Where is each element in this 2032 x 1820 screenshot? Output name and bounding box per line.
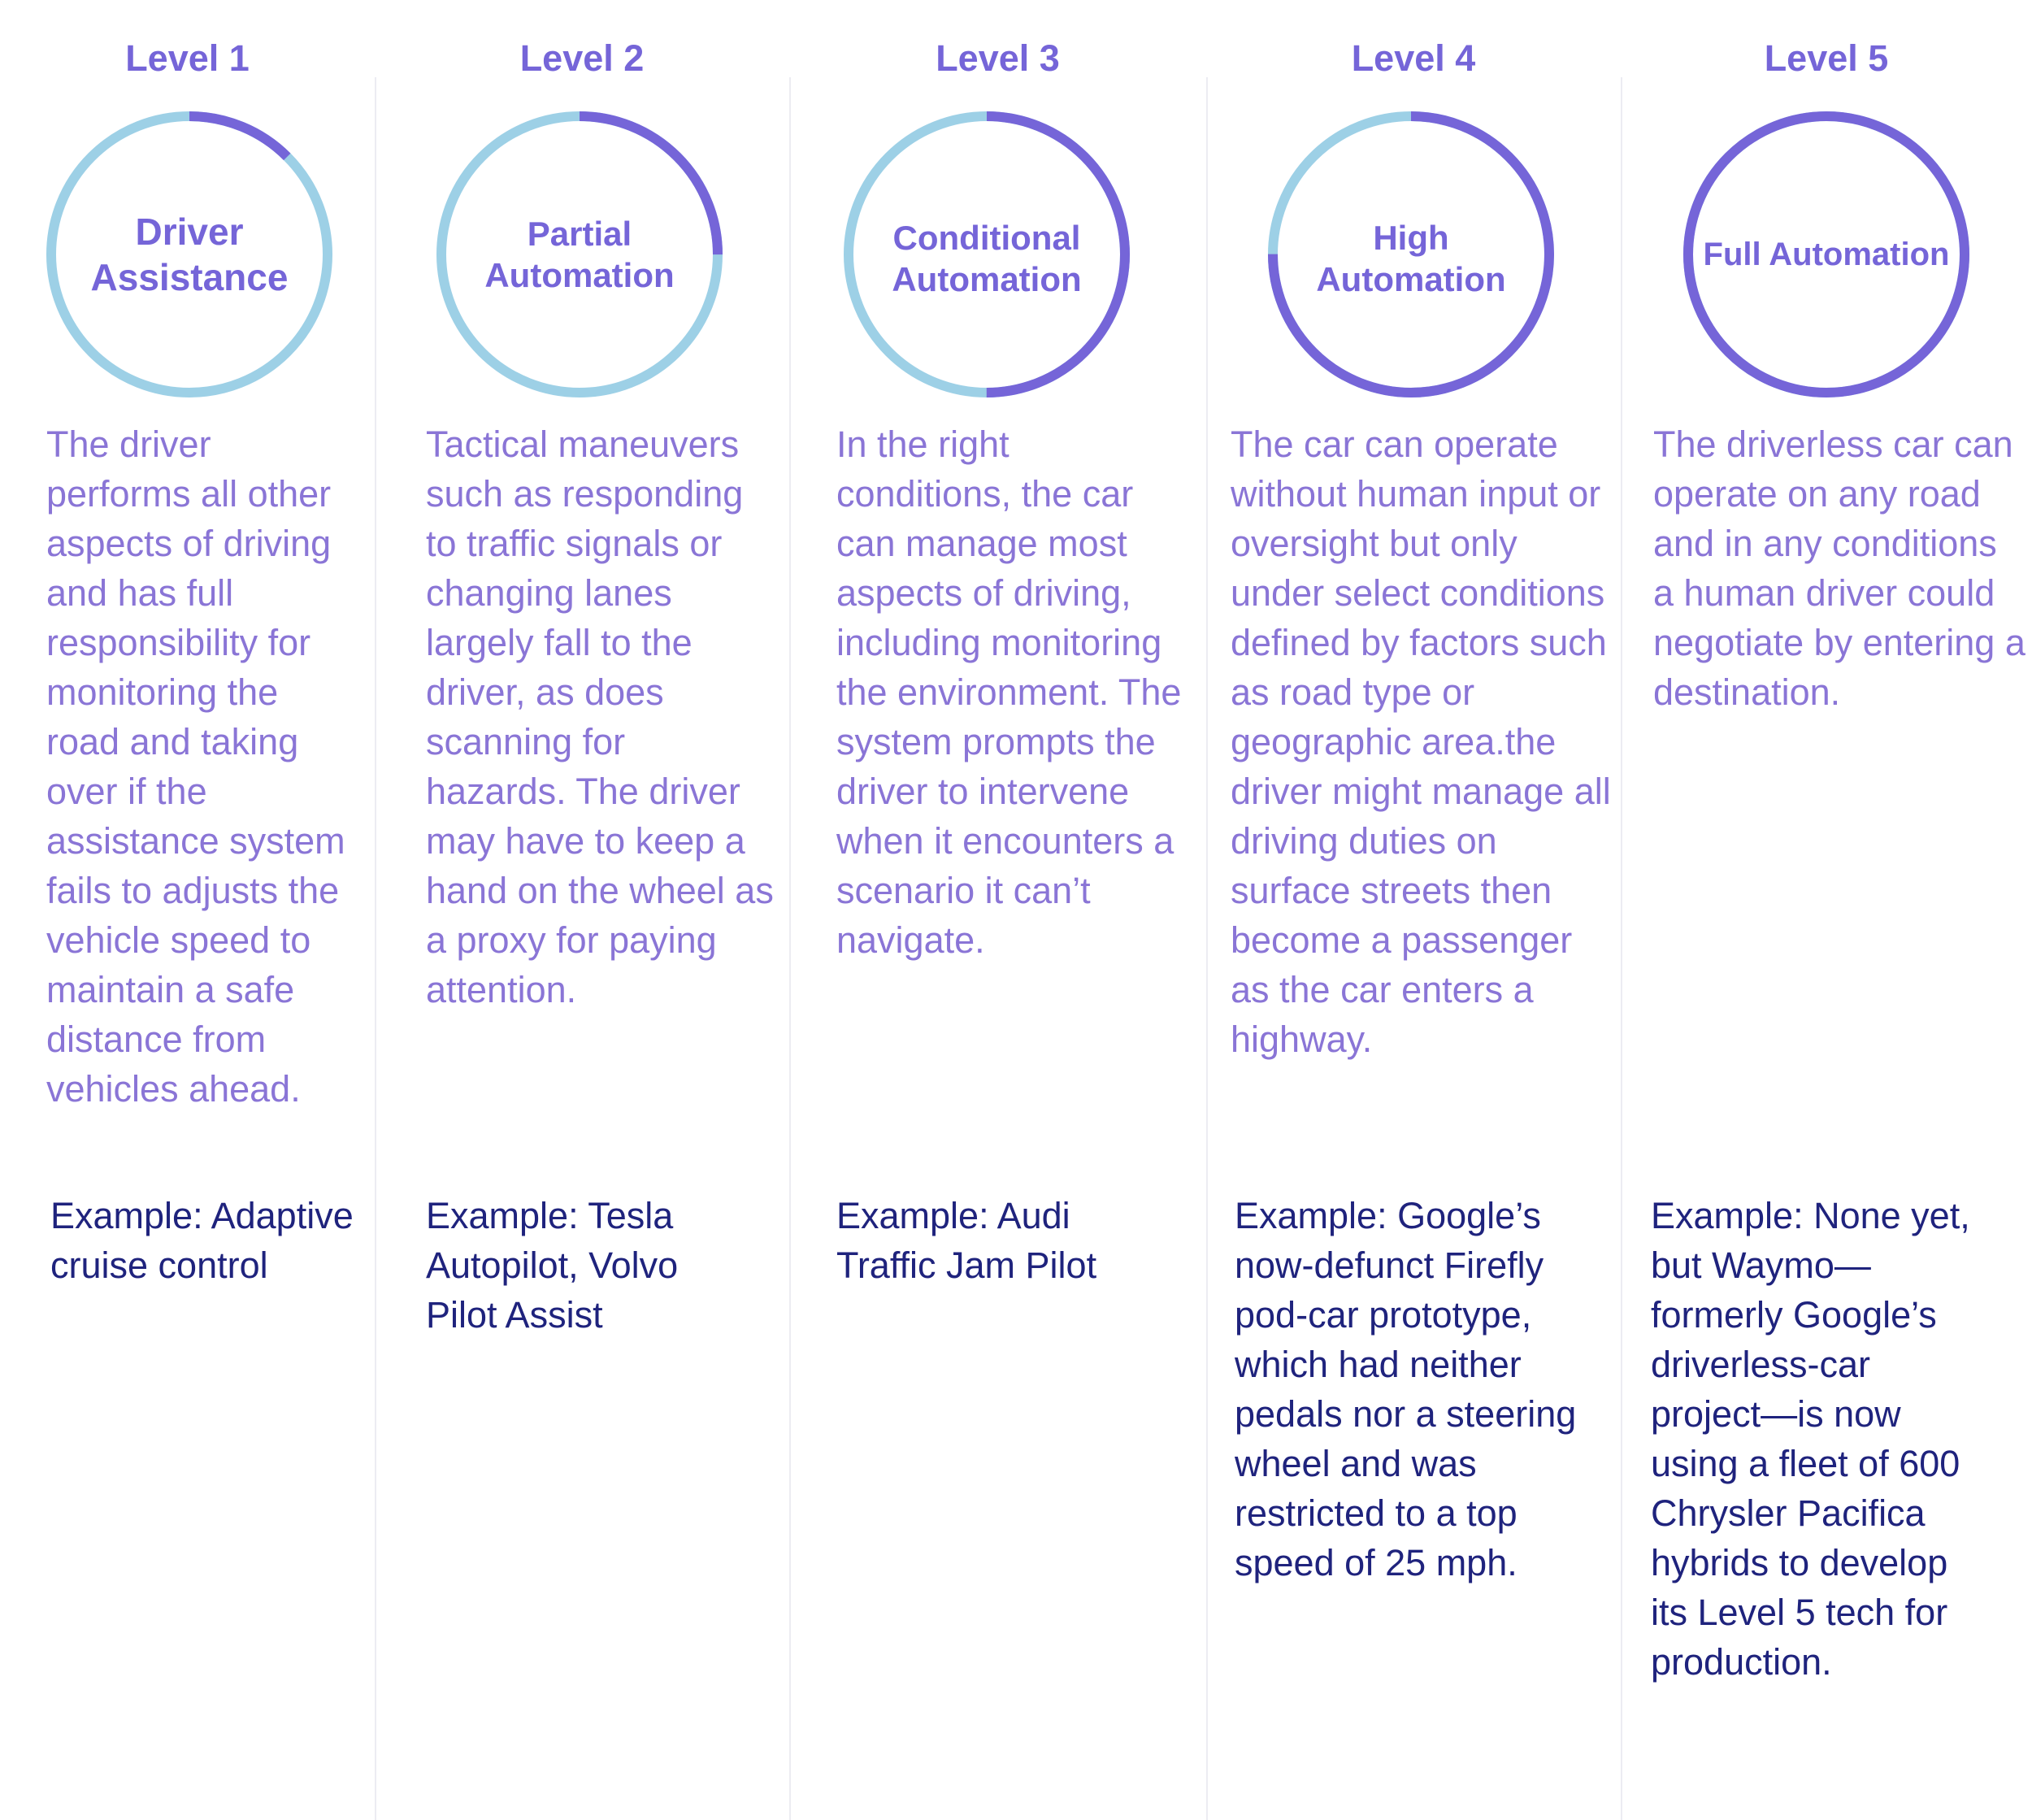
level-title: Level 2	[519, 37, 645, 79]
level-title: Level 3	[936, 37, 1060, 79]
level-column-4	[1206, 0, 1621, 1820]
ring-label: Full Automation	[1703, 236, 1950, 272]
level-example: Example: None yet, but Waymo—formerly Google’s driverless-car project—is now using a fleet of 600 Chrysler Pacifica hybrids to develop its Level 5 tech for production.	[1651, 1195, 1970, 1683]
level-column-3	[789, 0, 1206, 1820]
level-description: The driver performs all other aspects of driving and has full responsibility for monitoring the road and taking over if the assistance system fails to adjusts the vehicle speed to maintain a safe distance from vehicles ahead.	[46, 424, 345, 1110]
level-title: Level 5	[1764, 37, 1889, 79]
level-column-2	[375, 0, 789, 1820]
level-description: Tactical maneuvers such as responding to traffic signals or changing lanes largely fall to the driver, as does scanning for hazards. The driver may have to keep a hand on the wheel as a proxy for paying attention.	[426, 424, 774, 1010]
level-example: Example: Adaptive cruise control	[50, 1195, 354, 1286]
level-column-5	[1621, 0, 2032, 1820]
level-example: Example: Tesla Autopilot, Volvo Pilot Assist	[426, 1195, 679, 1336]
ring-label: Partial Automation	[484, 214, 675, 294]
level-example: Example: Audi Traffic Jam Pilot	[836, 1195, 1097, 1286]
level-description: The car can operate without human input or oversight but only under select conditions defined by factors such as road type or geographic area.the driver might manage all driving duties on surface streets then become a passenger as the car enters a highway.	[1231, 424, 1611, 1060]
level-description: The driverless car can operate on any road and in any conditions a human driver could negotiate by entering a destination.	[1653, 424, 2025, 713]
level-column-1	[0, 0, 375, 1820]
ring-label: High Automation	[1316, 218, 1506, 298]
ring-label: Driver Assistance	[90, 210, 289, 298]
level-title: Level 4	[1351, 37, 1476, 79]
level-description: In the right conditions, the car can manage most aspects of driving, including monitoring the environment. The system prompts the driver to intervene when it encounters a scenario it can’t navigate.	[836, 424, 1182, 961]
ring-label: Conditional Automation	[892, 218, 1082, 298]
level-example: Example: Google’s now-defunct Firefly pod-car prototype, which had neither pedals nor a steering wheel and was restricted to a top speed of 25 mph.	[1235, 1195, 1577, 1583]
level-title: Level 1	[125, 37, 250, 79]
